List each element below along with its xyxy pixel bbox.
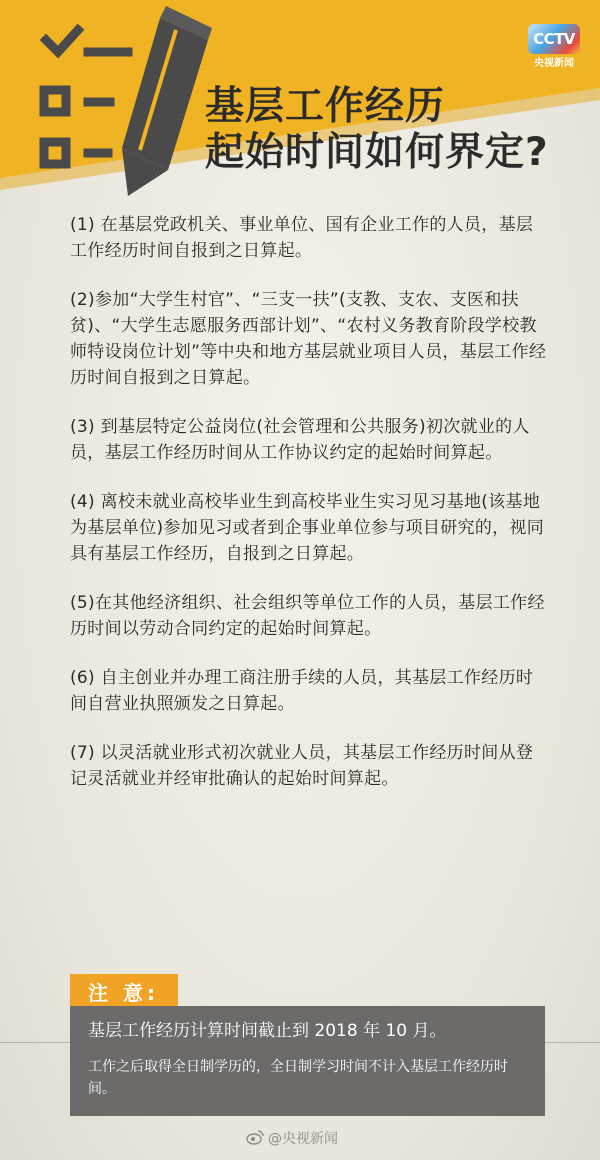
note-label-tab	[70, 974, 178, 1006]
note-label: 注 意:	[88, 981, 159, 1005]
note-sub-text: 工作之后取得全日制学历的，全日制学习时间不计入基层工作经历时间。	[88, 1059, 508, 1097]
note-box	[70, 1006, 545, 1116]
title-line-1: 基层工作经历	[205, 84, 446, 129]
watermark: @央视新闻	[268, 1131, 338, 1147]
list-item: (7) 以灵活就业形式初次就业人员，其基层工作经历时间从登记灵活就业并经审批确认的起始时间算起。	[70, 743, 534, 789]
item-list	[70, 212, 550, 815]
list-item: (1) 在基层党政机关、事业单位、国有企业工作的人员，基层工作经历时间自报到之日算起。	[70, 215, 534, 261]
cctv-logo	[528, 24, 580, 68]
list-item: (5)在其他经济组织、社会组织等单位工作的人员，基层工作经历时间以劳动合同约定的起始时间算起。	[70, 593, 545, 639]
list-item: (3) 到基层特定公益岗位(社会管理和公共服务)初次就业的人员，基层工作经历时间从工作协议约定的起始时间算起。	[70, 417, 530, 463]
header-banner	[0, 0, 600, 200]
weibo-icon	[246, 1129, 264, 1145]
divider-right	[545, 1042, 600, 1043]
list-item: (4) 离校未就业高校毕业生到高校毕业生实习见习基地(该基地为基层单位)参加见习或者到企事业单位参与项目研究的，视同具有基层工作经历，自报到之日算起。	[70, 492, 545, 564]
cctv-logo-text: 央视新闻	[534, 58, 574, 69]
page-title	[205, 84, 565, 176]
title-line-2: 起始时间如何界定?	[205, 130, 549, 175]
divider-left	[0, 1042, 70, 1043]
cctv-logo-mark: CCTV	[528, 24, 580, 54]
list-item: (2)参加“大学生村官”、“三支一扶”(支教、支农、支医和扶贫)、“大学生志愿服务西部计划”、“农村义务教育阶段学校教师特设岗位计划”等中央和地方基层就业项目人员，基层工作经历时间自报到之日算起。	[70, 290, 547, 388]
list-item: (6) 自主创业并办理工商注册手续的人员，其基层工作经历时间自营业执照颁发之日算起。	[70, 668, 534, 714]
note-main-text: 基层工作经历计算时间截止到 2018 年 10 月。	[88, 1021, 447, 1041]
